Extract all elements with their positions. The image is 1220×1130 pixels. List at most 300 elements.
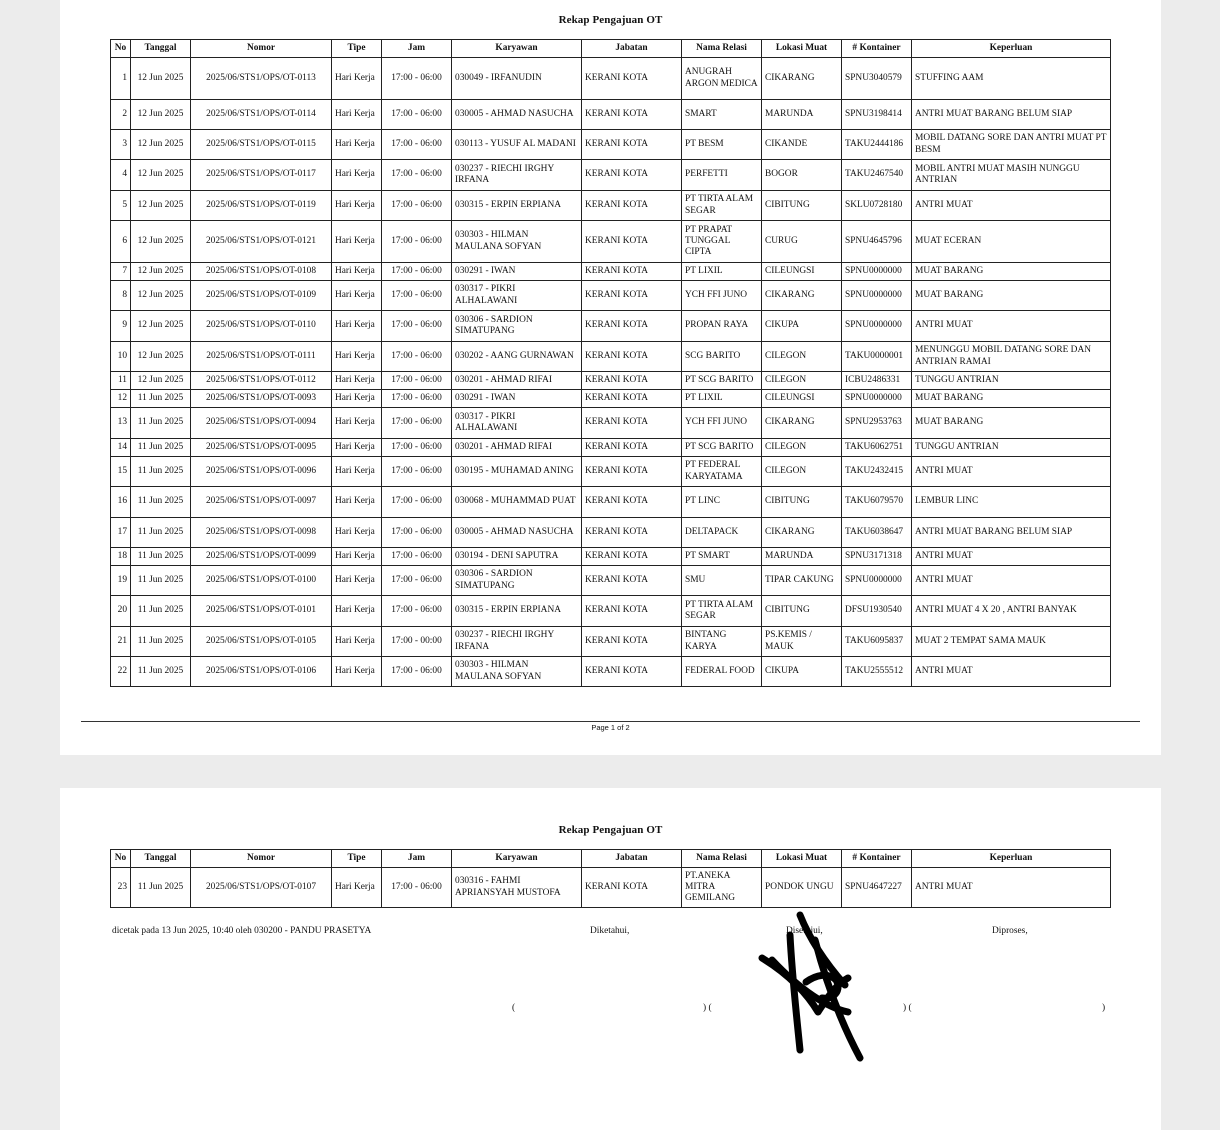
column-header: Tipe — [332, 40, 382, 58]
row-date: 12 Jun 2025 — [131, 221, 191, 263]
row-relation: YCH FFI JUNO — [682, 408, 762, 439]
report-title: Rekap Pengajuan OT — [558, 14, 663, 26]
column-header: Nomor — [191, 40, 332, 58]
table-row — [111, 342, 1111, 372]
signature-bracket-middle-2: ) ( — [903, 1003, 912, 1013]
table-header-row — [111, 40, 1111, 58]
row-type: Hari Kerja — [332, 487, 382, 518]
row-employee: 030237 - RIECHI IRGHY IRFANA — [452, 160, 582, 191]
ot-table-page2 — [110, 849, 1111, 908]
row-employee: 030306 - SARDION SIMATUPANG — [452, 311, 582, 342]
row-type: Hari Kerja — [332, 457, 382, 487]
row-hours: 17:00 - 06:00 — [382, 281, 452, 311]
row-employee: 030315 - ERPIN ERPIANA — [452, 191, 582, 221]
table-row — [111, 439, 1111, 457]
row-relation: YCH FFI JUNO — [682, 281, 762, 311]
row-relation: PROPAN RAYA — [682, 311, 762, 342]
row-purpose: LEMBUR LINC — [912, 487, 1111, 518]
row-relation: PT FEDERAL KARYATAMA — [682, 457, 762, 487]
column-header: Lokasi Muat — [762, 850, 842, 868]
row-position: KERANI KOTA — [582, 100, 682, 130]
row-number: 16 — [111, 487, 131, 518]
row-relation: PT SCG BARITO — [682, 439, 762, 457]
row-position: KERANI KOTA — [582, 342, 682, 372]
row-hours: 17:00 - 06:00 — [382, 868, 452, 908]
row-type: Hari Kerja — [332, 390, 382, 408]
table-row — [111, 160, 1111, 191]
row-date: 11 Jun 2025 — [131, 408, 191, 439]
row-doc-number: 2025/06/STS1/OPS/OT-0114 — [191, 100, 332, 130]
row-relation: PT TIRTA ALAM SEGAR — [682, 596, 762, 627]
row-location: BOGOR — [762, 160, 842, 191]
row-container: SPNU0000000 — [842, 390, 912, 408]
row-relation: ANUGRAH ARGON MEDICA — [682, 58, 762, 100]
row-location: CILEUNGSI — [762, 390, 842, 408]
row-purpose: ANTRI MUAT — [912, 311, 1111, 342]
row-purpose: ANTRI MUAT 4 X 20 , ANTRI BANYAK — [912, 596, 1111, 627]
row-hours: 17:00 - 06:00 — [382, 487, 452, 518]
table-row — [111, 221, 1111, 263]
row-employee: 030237 - RIECHI IRGHY IRFANA — [452, 627, 582, 657]
signature-bracket-open: ( — [512, 1003, 516, 1013]
row-hours: 17:00 - 06:00 — [382, 596, 452, 627]
row-location: TIPAR CAKUNG — [762, 566, 842, 596]
column-header: # Kontainer — [842, 850, 912, 868]
row-type: Hari Kerja — [332, 566, 382, 596]
row-purpose: MUAT ECERAN — [912, 221, 1111, 263]
row-location: PONDOK UNGU — [762, 868, 842, 908]
known-label: Diketahui, — [590, 926, 630, 936]
row-hours: 17:00 - 06:00 — [382, 548, 452, 566]
row-position: KERANI KOTA — [582, 311, 682, 342]
row-container: TAKU2555512 — [842, 657, 912, 687]
row-hours: 17:00 - 06:00 — [382, 457, 452, 487]
row-relation: PT PRAPAT TUNGGAL CIPTA — [682, 221, 762, 263]
row-container: SPNU0000000 — [842, 566, 912, 596]
row-number: 15 — [111, 457, 131, 487]
row-employee: 030005 - AHMAD NASUCHA — [452, 100, 582, 130]
row-location: CIBITUNG — [762, 191, 842, 221]
row-relation: PT LIXIL — [682, 263, 762, 281]
row-type: Hari Kerja — [332, 657, 382, 687]
row-date: 11 Jun 2025 — [131, 457, 191, 487]
row-position: KERANI KOTA — [582, 372, 682, 390]
row-position: KERANI KOTA — [582, 281, 682, 311]
row-doc-number: 2025/06/STS1/OPS/OT-0096 — [191, 457, 332, 487]
row-type: Hari Kerja — [332, 868, 382, 908]
table-row — [111, 457, 1111, 487]
column-header: Tipe — [332, 850, 382, 868]
row-number: 12 — [111, 390, 131, 408]
row-location: CIKARANG — [762, 518, 842, 548]
row-purpose: MUAT BARANG — [912, 263, 1111, 281]
row-purpose: MUAT BARANG — [912, 408, 1111, 439]
row-date: 12 Jun 2025 — [131, 372, 191, 390]
row-employee: 030201 - AHMAD RIFAI — [452, 439, 582, 457]
row-number: 21 — [111, 627, 131, 657]
row-number: 2 — [111, 100, 131, 130]
row-container: SPNU0000000 — [842, 311, 912, 342]
row-purpose: MOBIL DATANG SORE DAN ANTRI MUAT PT BESM — [912, 130, 1111, 160]
signature-bracket-middle-1: ) ( — [703, 1003, 712, 1013]
printed-by-text: dicetak pada 13 Jun 2025, 10:40 oleh 030200 - PANDU PRASETYA — [112, 926, 372, 936]
row-purpose: MENUNGGU MOBIL DATANG SORE DAN ANTRIAN RAMAI — [912, 342, 1111, 372]
row-relation: PT.ANEKA MITRA GEMILANG — [682, 868, 762, 908]
row-employee: 030202 - AANG GURNAWAN — [452, 342, 582, 372]
row-relation: PT LIXIL — [682, 390, 762, 408]
row-date: 12 Jun 2025 — [131, 100, 191, 130]
row-doc-number: 2025/06/STS1/OPS/OT-0100 — [191, 566, 332, 596]
row-hours: 17:00 - 06:00 — [382, 566, 452, 596]
column-header: Karyawan — [452, 40, 582, 58]
row-number: 11 — [111, 372, 131, 390]
row-date: 11 Jun 2025 — [131, 566, 191, 596]
row-position: KERANI KOTA — [582, 439, 682, 457]
row-hours: 17:00 - 06:00 — [382, 657, 452, 687]
row-container: SKLU0728180 — [842, 191, 912, 221]
row-date: 11 Jun 2025 — [131, 596, 191, 627]
row-location: CILEUNGSI — [762, 263, 842, 281]
row-position: KERANI KOTA — [582, 408, 682, 439]
row-location: CILEGON — [762, 457, 842, 487]
row-hours: 17:00 - 06:00 — [382, 311, 452, 342]
row-position: KERANI KOTA — [582, 221, 682, 263]
table-row — [111, 868, 1111, 908]
row-position: KERANI KOTA — [582, 487, 682, 518]
row-hours: 17:00 - 06:00 — [382, 372, 452, 390]
row-employee: 030291 - IWAN — [452, 390, 582, 408]
row-position: KERANI KOTA — [582, 657, 682, 687]
row-position: KERANI KOTA — [582, 160, 682, 191]
column-header: Nama Relasi — [682, 40, 762, 58]
row-date: 12 Jun 2025 — [131, 130, 191, 160]
row-hours: 17:00 - 06:00 — [382, 408, 452, 439]
row-hours: 17:00 - 00:00 — [382, 627, 452, 657]
row-employee: 030194 - DENI SAPUTRA — [452, 548, 582, 566]
row-type: Hari Kerja — [332, 263, 382, 281]
row-container: TAKU6038647 — [842, 518, 912, 548]
row-relation: SCG BARITO — [682, 342, 762, 372]
row-purpose: MUAT BARANG — [912, 281, 1111, 311]
row-date: 12 Jun 2025 — [131, 281, 191, 311]
row-location: CURUG — [762, 221, 842, 263]
row-employee: 030068 - MUHAMMAD PUAT — [452, 487, 582, 518]
row-purpose: ANTRI MUAT — [912, 457, 1111, 487]
row-container: DFSU1930540 — [842, 596, 912, 627]
row-doc-number: 2025/06/STS1/OPS/OT-0097 — [191, 487, 332, 518]
row-container: SPNU3171318 — [842, 548, 912, 566]
row-type: Hari Kerja — [332, 281, 382, 311]
page-2 — [60, 788, 1161, 1130]
row-employee: 030315 - ERPIN ERPIANA — [452, 596, 582, 627]
row-doc-number: 2025/06/STS1/OPS/OT-0107 — [191, 868, 332, 908]
row-location: CILEGON — [762, 342, 842, 372]
row-position: KERANI KOTA — [582, 130, 682, 160]
row-doc-number: 2025/06/STS1/OPS/OT-0111 — [191, 342, 332, 372]
row-container: SPNU0000000 — [842, 263, 912, 281]
row-position: KERANI KOTA — [582, 263, 682, 281]
row-container: SPNU3040579 — [842, 58, 912, 100]
row-number: 7 — [111, 263, 131, 281]
row-date: 11 Jun 2025 — [131, 868, 191, 908]
row-number: 22 — [111, 657, 131, 687]
row-location: MARUNDA — [762, 548, 842, 566]
row-position: KERANI KOTA — [582, 191, 682, 221]
row-number: 13 — [111, 408, 131, 439]
row-number: 4 — [111, 160, 131, 191]
row-purpose: MUAT BARANG — [912, 390, 1111, 408]
row-container: SPNU0000000 — [842, 281, 912, 311]
row-date: 11 Jun 2025 — [131, 439, 191, 457]
row-container: SPNU2953763 — [842, 408, 912, 439]
row-position: KERANI KOTA — [582, 58, 682, 100]
row-location: CIKARANG — [762, 281, 842, 311]
row-doc-number: 2025/06/STS1/OPS/OT-0106 — [191, 657, 332, 687]
row-doc-number: 2025/06/STS1/OPS/OT-0094 — [191, 408, 332, 439]
row-employee: 030195 - MUHAMAD ANING — [452, 457, 582, 487]
signature-bracket-close: ) — [1102, 1003, 1106, 1013]
row-number: 6 — [111, 221, 131, 263]
table-row — [111, 566, 1111, 596]
row-relation: PT SCG BARITO — [682, 372, 762, 390]
row-hours: 17:00 - 06:00 — [382, 160, 452, 191]
report-title-page2: Rekap Pengajuan OT — [558, 824, 663, 836]
row-employee: 030306 - SARDION SIMATUPANG — [452, 566, 582, 596]
row-location: CIKARANG — [762, 58, 842, 100]
row-relation: PT LINC — [682, 487, 762, 518]
row-doc-number: 2025/06/STS1/OPS/OT-0121 — [191, 221, 332, 263]
row-relation: PT TIRTA ALAM SEGAR — [682, 191, 762, 221]
row-position: KERANI KOTA — [582, 596, 682, 627]
row-hours: 17:00 - 06:00 — [382, 100, 452, 130]
table-row — [111, 627, 1111, 657]
row-number: 14 — [111, 439, 131, 457]
processed-label: Diproses, — [992, 926, 1028, 936]
row-doc-number: 2025/06/STS1/OPS/OT-0093 — [191, 390, 332, 408]
row-employee: 030316 - FAHMI APRIANSYAH MUSTOFA — [452, 868, 582, 908]
row-location: CIKUPA — [762, 657, 842, 687]
row-relation: SMART — [682, 100, 762, 130]
table-row — [111, 281, 1111, 311]
row-purpose: ANTRI MUAT — [912, 566, 1111, 596]
row-location: PS.KEMIS / MAUK — [762, 627, 842, 657]
column-header: Tanggal — [131, 40, 191, 58]
column-header: Jam — [382, 40, 452, 58]
approved-label: Disetujui, — [786, 926, 823, 936]
row-date: 11 Jun 2025 — [131, 548, 191, 566]
table-row — [111, 263, 1111, 281]
column-header: Nomor — [191, 850, 332, 868]
row-hours: 17:00 - 06:00 — [382, 390, 452, 408]
row-date: 11 Jun 2025 — [131, 487, 191, 518]
row-container: TAKU6079570 — [842, 487, 912, 518]
column-header: Lokasi Muat — [762, 40, 842, 58]
table-row — [111, 596, 1111, 627]
row-purpose: ANTRI MUAT — [912, 657, 1111, 687]
row-date: 12 Jun 2025 — [131, 160, 191, 191]
row-container: SPNU3198414 — [842, 100, 912, 130]
row-number: 18 — [111, 548, 131, 566]
row-doc-number: 2025/06/STS1/OPS/OT-0099 — [191, 548, 332, 566]
row-relation: PT BESM — [682, 130, 762, 160]
row-date: 11 Jun 2025 — [131, 627, 191, 657]
column-header: Jabatan — [582, 40, 682, 58]
row-employee: 030201 - AHMAD RIFAI — [452, 372, 582, 390]
row-type: Hari Kerja — [332, 408, 382, 439]
row-location: MARUNDA — [762, 100, 842, 130]
row-purpose: ANTRI MUAT — [912, 191, 1111, 221]
row-position: KERANI KOTA — [582, 457, 682, 487]
column-header: Jabatan — [582, 850, 682, 868]
row-doc-number: 2025/06/STS1/OPS/OT-0115 — [191, 130, 332, 160]
row-doc-number: 2025/06/STS1/OPS/OT-0109 — [191, 281, 332, 311]
column-header: No — [111, 850, 131, 868]
row-location: CIBITUNG — [762, 596, 842, 627]
table-row — [111, 487, 1111, 518]
row-location: CIKARANG — [762, 408, 842, 439]
row-doc-number: 2025/06/STS1/OPS/OT-0117 — [191, 160, 332, 191]
row-doc-number: 2025/06/STS1/OPS/OT-0105 — [191, 627, 332, 657]
row-container: TAKU6095837 — [842, 627, 912, 657]
row-purpose: TUNGGU ANTRIAN — [912, 439, 1111, 457]
row-relation: FEDERAL FOOD — [682, 657, 762, 687]
row-date: 11 Jun 2025 — [131, 518, 191, 548]
row-container: TAKU2444186 — [842, 130, 912, 160]
row-purpose: ANTRI MUAT — [912, 548, 1111, 566]
row-type: Hari Kerja — [332, 627, 382, 657]
row-type: Hari Kerja — [332, 100, 382, 130]
row-type: Hari Kerja — [332, 160, 382, 191]
row-relation: PT SMART — [682, 548, 762, 566]
row-doc-number: 2025/06/STS1/OPS/OT-0101 — [191, 596, 332, 627]
row-position: KERANI KOTA — [582, 566, 682, 596]
row-type: Hari Kerja — [332, 342, 382, 372]
row-doc-number: 2025/06/STS1/OPS/OT-0098 — [191, 518, 332, 548]
table-row — [111, 390, 1111, 408]
column-header: Karyawan — [452, 850, 582, 868]
row-container: SPNU4645796 — [842, 221, 912, 263]
row-type: Hari Kerja — [332, 439, 382, 457]
table-row — [111, 548, 1111, 566]
column-header: # Kontainer — [842, 40, 912, 58]
row-doc-number: 2025/06/STS1/OPS/OT-0095 — [191, 439, 332, 457]
row-date: 12 Jun 2025 — [131, 311, 191, 342]
row-employee: 030049 - IRFANUDIN — [452, 58, 582, 100]
row-type: Hari Kerja — [332, 372, 382, 390]
row-relation: DELTAPACK — [682, 518, 762, 548]
row-date: 12 Jun 2025 — [131, 342, 191, 372]
column-header: Tanggal — [131, 850, 191, 868]
row-number: 20 — [111, 596, 131, 627]
row-number: 23 — [111, 868, 131, 908]
row-position: KERANI KOTA — [582, 868, 682, 908]
row-purpose: MUAT 2 TEMPAT SAMA MAUK — [912, 627, 1111, 657]
row-hours: 17:00 - 06:00 — [382, 518, 452, 548]
row-hours: 17:00 - 06:00 — [382, 221, 452, 263]
row-position: KERANI KOTA — [582, 518, 682, 548]
row-number: 3 — [111, 130, 131, 160]
row-container: TAKU2467540 — [842, 160, 912, 191]
row-location: CIKANDE — [762, 130, 842, 160]
row-type: Hari Kerja — [332, 221, 382, 263]
row-location: CIBITUNG — [762, 487, 842, 518]
row-location: CILEGON — [762, 439, 842, 457]
row-location: CILEGON — [762, 372, 842, 390]
row-employee: 030317 - PIKRI ALHALAWANI — [452, 281, 582, 311]
row-hours: 17:00 - 06:00 — [382, 263, 452, 281]
column-header: No — [111, 40, 131, 58]
row-number: 9 — [111, 311, 131, 342]
page-number: Page 1 of 2 — [591, 723, 630, 732]
row-number: 10 — [111, 342, 131, 372]
row-container: ICBU2486331 — [842, 372, 912, 390]
column-header: Jam — [382, 850, 452, 868]
row-purpose: TUNGGU ANTRIAN — [912, 372, 1111, 390]
row-employee: 030303 - HILMAN MAULANA SOFYAN — [452, 221, 582, 263]
table-row — [111, 191, 1111, 221]
row-type: Hari Kerja — [332, 58, 382, 100]
row-number: 19 — [111, 566, 131, 596]
row-date: 12 Jun 2025 — [131, 263, 191, 281]
row-type: Hari Kerja — [332, 191, 382, 221]
page-footer-divider — [81, 721, 1140, 722]
row-container: SPNU4647227 — [842, 868, 912, 908]
table-row — [111, 311, 1111, 342]
row-position: KERANI KOTA — [582, 390, 682, 408]
row-date: 12 Jun 2025 — [131, 58, 191, 100]
row-date: 11 Jun 2025 — [131, 390, 191, 408]
row-employee: 030291 - IWAN — [452, 263, 582, 281]
row-number: 8 — [111, 281, 131, 311]
column-header: Keperluan — [912, 850, 1111, 868]
row-date: 12 Jun 2025 — [131, 191, 191, 221]
row-date: 11 Jun 2025 — [131, 657, 191, 687]
row-hours: 17:00 - 06:00 — [382, 130, 452, 160]
column-header: Nama Relasi — [682, 850, 762, 868]
row-type: Hari Kerja — [332, 596, 382, 627]
row-purpose: STUFFING AAM — [912, 58, 1111, 100]
row-purpose: ANTRI MUAT BARANG BELUM SIAP — [912, 100, 1111, 130]
row-relation: BINTANG KARYA — [682, 627, 762, 657]
row-doc-number: 2025/06/STS1/OPS/OT-0112 — [191, 372, 332, 390]
row-relation: PERFETTI — [682, 160, 762, 191]
row-doc-number: 2025/06/STS1/OPS/OT-0119 — [191, 191, 332, 221]
row-number: 17 — [111, 518, 131, 548]
row-number: 5 — [111, 191, 131, 221]
row-doc-number: 2025/06/STS1/OPS/OT-0110 — [191, 311, 332, 342]
row-purpose: ANTRI MUAT BARANG BELUM SIAP — [912, 518, 1111, 548]
row-hours: 17:00 - 06:00 — [382, 58, 452, 100]
row-relation: SMU — [682, 566, 762, 596]
row-doc-number: 2025/06/STS1/OPS/OT-0113 — [191, 58, 332, 100]
table-row — [111, 100, 1111, 130]
table-row — [111, 408, 1111, 439]
row-employee: 030303 - HILMAN MAULANA SOFYAN — [452, 657, 582, 687]
table-row — [111, 372, 1111, 390]
row-container: TAKU0000001 — [842, 342, 912, 372]
row-type: Hari Kerja — [332, 311, 382, 342]
row-container: TAKU2432415 — [842, 457, 912, 487]
row-position: KERANI KOTA — [582, 548, 682, 566]
table-row — [111, 130, 1111, 160]
row-purpose: MOBIL ANTRI MUAT MASIH NUNGGU ANTRIAN — [912, 160, 1111, 191]
row-hours: 17:00 - 06:00 — [382, 342, 452, 372]
column-header: Keperluan — [912, 40, 1111, 58]
table-row — [111, 657, 1111, 687]
row-location: CIKUPA — [762, 311, 842, 342]
row-employee: 030113 - YUSUF AL MADANI — [452, 130, 582, 160]
row-type: Hari Kerja — [332, 518, 382, 548]
